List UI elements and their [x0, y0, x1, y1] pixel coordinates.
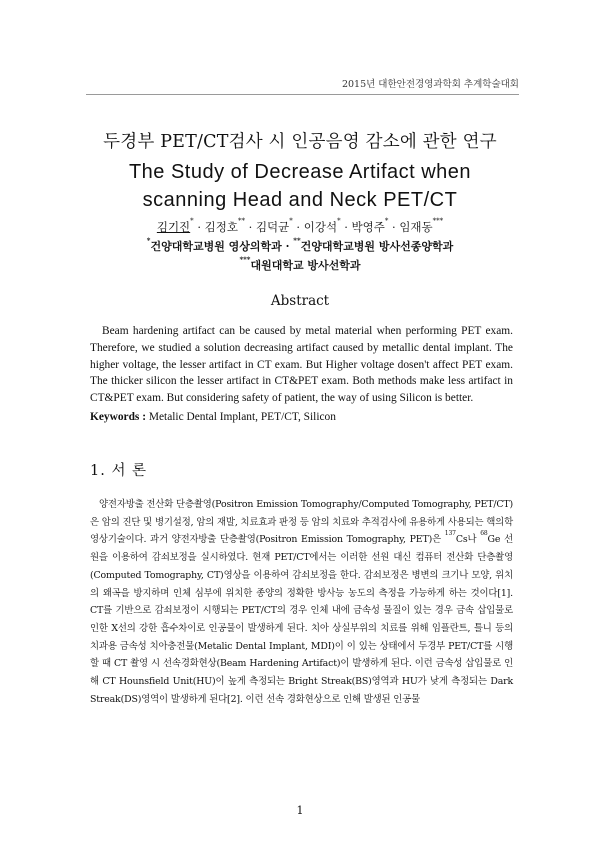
author-separator: · [292, 220, 304, 234]
keywords-label: Keywords : [90, 411, 149, 423]
isotope-mass-137: 137 [444, 530, 456, 538]
affiliation-2-mark: ** [293, 236, 301, 245]
page-number: 1 [296, 804, 304, 817]
section-heading-introduction: 1. 서 론 [90, 463, 148, 479]
affiliation-2: 건양대학교병원 방사선종양학과 [300, 240, 454, 253]
keywords [90, 409, 513, 425]
affiliation-1: 건양대학교병원 영상의학과 · [150, 240, 294, 253]
affiliation-1-mark: * [146, 236, 151, 245]
affiliation-3: 대원대학교 방사선학과 [250, 259, 361, 272]
author-separator: · [193, 220, 205, 234]
abstract-body: Beam hardening artifact can be caused by metal material when performing PET exam. Therefore, we studied a solution decreasing artifact caused by metallic dental implant. The higher voltage, the lesser artifact in CT exam. But Higher voltage dosen't affect PET exam. The thicker silicon the lesser artifact in CT&PET exam. Both methods make less artifact in CT&PET exam. But considering safety of patient, the way of using Silicon is better. [90, 325, 513, 405]
author-6: 임재동 [399, 220, 433, 234]
author-3-mark: * [289, 217, 293, 225]
english-title-line-1: The Study of Decrease Artifact when [128, 161, 472, 183]
author-list [70, 218, 530, 237]
affiliation-line-2 [70, 256, 530, 275]
title-block [70, 130, 530, 214]
introduction-text-part-3: Ge 선원을 이용하여 감쇠보정을 실시하였다. 현재 PET/CT에서는 이러한 선원 대신 컴퓨터 전산화 단층촬영(Computed Tomography, CT)영상을 이용하여 감쇠보정을 한다. 감쇠보정은 병변의 크기나 모양, 위치의 왜곡을 방지하며 인체 심부에 위치한 종양의 정확한 방사능 농도의 측정을 가능하게 하는 것이다[1]. CT를 기반으로 감쇠보정이 시행되는 PET/CT의 경우 인체 내에 금속성 물질이 있는 경우 금속 삽입물로 인한 X선의 강한 흡수차이로 인공물이 발생하게 된다. 치아 상실부위의 치료를 위해 임플란트, 틀니 등의 치과용 금속성 치아충전물(Metalic Dental Implant, MDI)이 이 있는 상태에서 두경부 PET/CT를 시행할 때 CT 촬영 시 선속경화현상(Beam Hardening Artifact)이 발생하게 된다. 이런 금속성 삽입물로 인해 CT Hounsfield Unit(HU)이 높게 측정되는 Bright Streak(BS)영역과 HU가 낮게 측정되는 Dark Streak(DS)영역이 발생하게 된다[2]. 이런 선속 경화현상으로 인해 발생된 인공물 [90, 534, 513, 705]
korean-title: 두경부 PET/CT검사 시 인공음영 감소에 관한 연구 [103, 132, 497, 152]
author-separator: · [244, 220, 256, 234]
introduction-paragraph [90, 496, 513, 708]
english-title-line-2: scanning Head and Neck PET/CT [142, 189, 458, 211]
author-4-mark: * [337, 217, 341, 225]
author-1: 김기진 [156, 220, 191, 234]
author-separator: · [388, 220, 400, 234]
author-4: 이강석 [303, 220, 338, 234]
running-header: 2015년 대한안전경영과학회 추계학술대회 [341, 79, 519, 90]
author-3: 김덕균 [255, 220, 290, 234]
affiliation-3-mark: *** [239, 255, 251, 264]
author-5-mark: * [384, 217, 389, 225]
header-rule [86, 94, 519, 95]
abstract-heading: Abstract [270, 293, 330, 309]
author-1-mark: * [190, 217, 194, 225]
author-2-mark: ** [237, 217, 245, 225]
author-5: 박영주 [351, 220, 385, 234]
author-block [70, 218, 530, 275]
introduction-text-part-1: 양전자방출 전산화 단층촬영(Positron Emission Tomography/Computed Tomography, PET/CT)은 암의 진단 및 병기설정, 암의 재발, 치료효과 판정 등 암의 치료와 추적검사에 유용하게 사용되는 핵의학 영상기술이다. 과거 양전자방출 단층촬영(Positron Emission Tomography, PET)은 [90, 499, 513, 546]
keywords-list: Metalic Dental Implant, PET/CT, Silicon [148, 411, 336, 423]
affiliation-line-1 [70, 237, 530, 256]
author-separator: · [340, 220, 352, 234]
author-6-mark: *** [432, 217, 444, 225]
introduction-text-part-2: Cs나 [455, 534, 481, 546]
isotope-mass-68: 68 [480, 530, 488, 538]
author-2: 김정호 [204, 220, 238, 234]
